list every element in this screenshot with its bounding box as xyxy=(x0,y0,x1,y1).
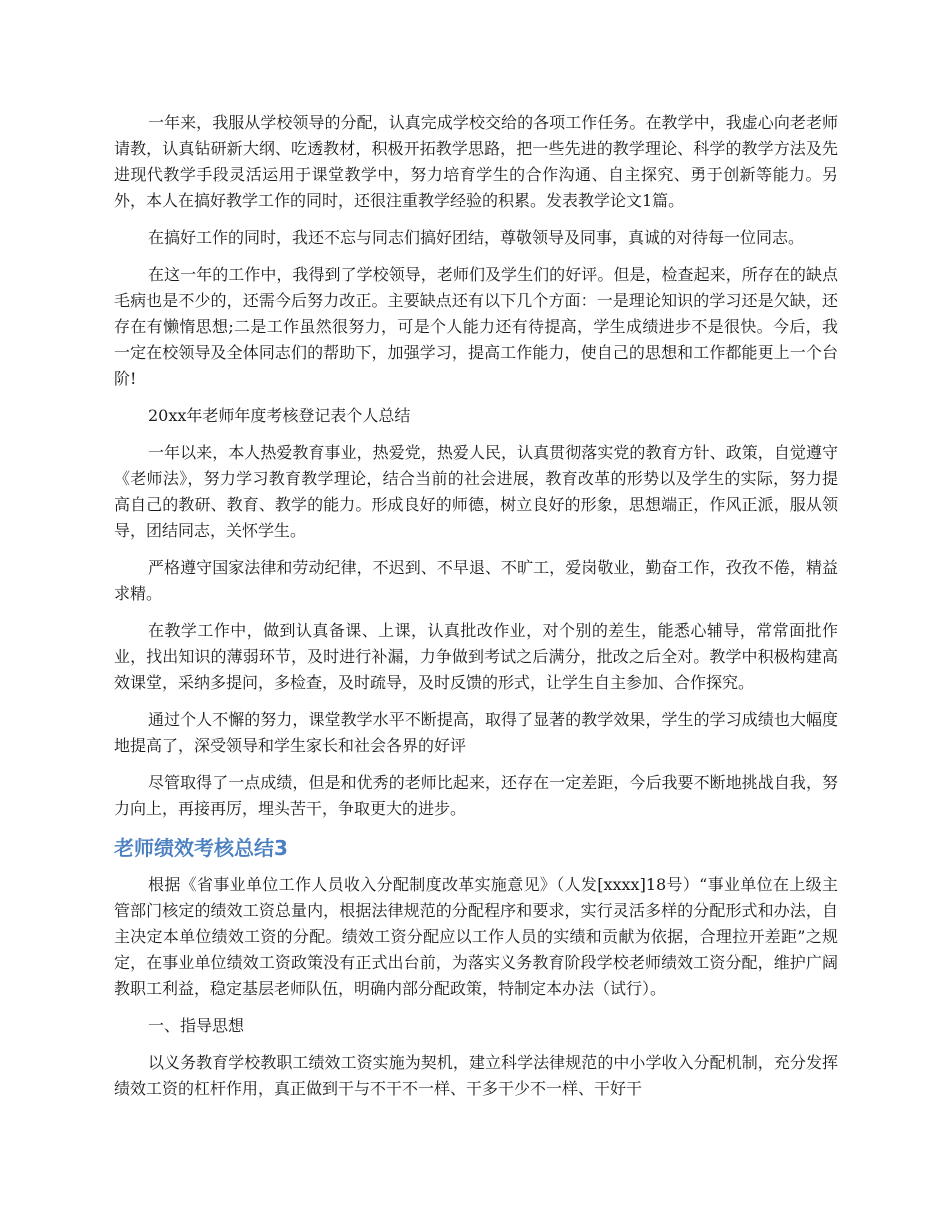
paragraph-future: 尽管取得了一点成绩，但是和优秀的老师比起来，还存在一定差距，今后我要不断地挑战自我，努力向上，再接再厉，埋头苦干，争取更大的进步。 xyxy=(114,773,838,818)
subheading-guiding-ideology: 一、指导思想 xyxy=(148,1016,245,1035)
paragraph-teaching-work: 在教学工作中，做到认真备课、上课，认真批改作业，对个别的差生，能悉心辅导，常常面批作业，找出知识的薄弱环节，及时进行补漏，力争做到考试之后满分，批改之后全对。教学中积极构建高效课堂，采纳多提问，多检查，及时疏导，及时反馈的形式，让学生自主参加、合作探究。 xyxy=(114,621,838,692)
paragraph-service: 一年来，我服从学校领导的分配，认真完成学校交给的各项工作任务。在教学中，我虚心向老老师请教，认真钻研新大纲、吃透教材，积极开拓教学思路，把一些先进的教学理论、科学的教学方法及先进现代教学手段灵活运用于课堂教学中，努力培育学生的合作沟通、自主探究、勇于创新等能力。另外，本人在搞好教学工作的同时，还很注重教学经验的积累。发表教学论文1篇。 xyxy=(114,113,838,210)
subtitle-annual-summary: 20xx年老师年度考核登记表个人总结 xyxy=(148,406,411,425)
document-page xyxy=(114,110,838,1113)
paragraph-policy-basis: 根据《省事业单位工作人员收入分配制度改革实施意见》（人发[xxxx]18号）“事业单位在上级主管部门核定的绩效工资总量内，根据法律规范的分配程序和要求，实行灵活多样的分配形式和办法，自主决定本单位绩效工资的分配。绩效工资分配应以工作人员的实绩和贡献为依据，合理拉开差距”之规定，在事业单位绩效工资政策没有正式出台前，为落实义务教育阶段学校老师绩效工资分配，维护广阔教职工利益，稳定基层老师队伍，明确内部分配政策，特制定本办法（试行）。 xyxy=(114,875,838,998)
paragraph-love-education: 一年以来，本人热爱教育事业，热爱党，热爱人民，认真贯彻落实党的教育方针、政策，自觉遵守《老师法》，努力学习教育教学理论，结合当前的社会进展，教育改革的形势以及学生的实际，努力提高自己的教研、教育、教学的能力。形成良好的师德，树立良好的形象，思想端正，作风正派，服从领导，团结同志，关怀学生。 xyxy=(114,443,838,540)
paragraph-results: 通过个人不懈的努力，课堂教学水平不断提高，取得了显著的教学效果，学生的学习成绩也大幅度地提高了，深受领导和学生家长和社会各界的好评 xyxy=(114,710,838,755)
paragraph-unity: 在搞好工作的同时，我还不忘与同志们搞好团结，尊敬领导及同事，真诚的对待每一位同志。 xyxy=(148,228,805,247)
section-heading: 老师绩效考核总结3 xyxy=(114,836,288,860)
paragraph-shortcomings: 在这一年的工作中，我得到了学校领导，老师们及学生们的好评。但是，检查起来，所存在的缺点毛病也是不少的，还需今后努力改正。主要缺点还有以下几个方面：一是理论知识的学习还是欠缺，还存在有懒惰思想;二是工作虽然很努力，可是个人能力还有待提高，学生成绩进步不是很快。今后，我一定在校领导及全体同志们的帮助下，加强学习，提高工作能力，使自己的思想和工作都能更上一个台阶! xyxy=(114,265,838,388)
paragraph-discipline: 严格遵守国家法律和劳动纪律，不迟到、不早退、不旷工，爱岗敬业，勤奋工作，孜孜不倦，精益求精。 xyxy=(114,558,838,603)
paragraph-guiding-ideology: 以义务教育学校教职工绩效工资实施为契机，建立科学法律规范的中小学收入分配机制，充分发挥绩效工资的杠杆作用，真正做到干与不干不一样、干多干少不一样、干好干 xyxy=(114,1053,838,1098)
